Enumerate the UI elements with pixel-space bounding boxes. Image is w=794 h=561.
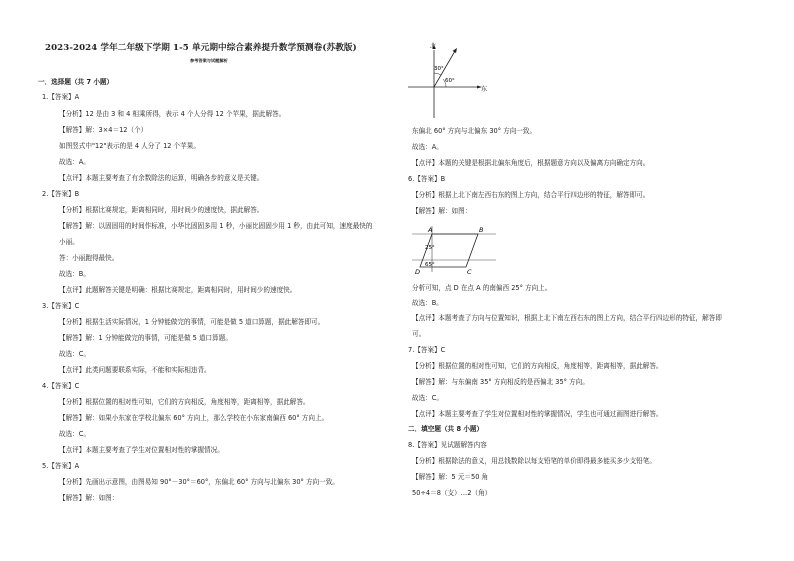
- left-text-line: 一．选择题（共 7 小题）: [38, 78, 114, 86]
- ray-arrow-icon: [453, 48, 458, 53]
- angle-60-label: 60°: [445, 78, 455, 84]
- angle-30-label: 30°: [434, 66, 444, 72]
- left-text-line: 【点评】此题解答关键是明确：根据比赛规定，距离相同时，用时间少的速度快。: [59, 286, 297, 294]
- left-text-line: 【点评】本题主要考查了学生对位置相对性的掌握情况。: [59, 446, 224, 454]
- right-text-line: 7.【答案】C: [408, 346, 446, 354]
- left-text-line: 【分析】根据位置的相对性可知，它们的方向相反，角度相等，距离相等，据此解答。: [59, 398, 310, 406]
- left-text-line: 故选：B。: [59, 270, 90, 278]
- right-text-line: 二．填空题（共 8 小题）: [408, 425, 484, 433]
- page-title: 2023-2024 学年二年级下学期 1-5 单元期中综合素养提升数学预测卷(苏教版): [45, 43, 357, 53]
- left-text-line: 【解答】解：以固固用的时间作标准，小华比固固多用 1 秒，小丽比固固少用 1 秒，由此可知，速度最快的: [59, 222, 373, 230]
- left-text-line: 如图竖式中"12"表示的是 4 人分了 12 个苹果。: [59, 142, 200, 150]
- left-text-line: 3.【答案】C: [42, 302, 80, 310]
- angle-25-label: 25°: [425, 245, 435, 251]
- left-text-line: 小丽。: [59, 238, 79, 246]
- left-text-line: 【解答】解：1 分钟能做完的事情，可能是做 5 道口算题。: [59, 334, 232, 342]
- right-text-line: 【分析】根据位置的相对性可知，它们的方向相反，角度相等，距离相等，据此解答。: [412, 362, 663, 370]
- left-text-line: 【解答】解：如果小东家在学校北偏东 60° 方向上，那么学校在小东家南偏西 60° 方向上。: [59, 414, 329, 422]
- left-text-line: 答：小丽跑得最快。: [59, 254, 119, 262]
- right-text-line: 故选：B。: [412, 299, 443, 307]
- left-text-line: 【分析】根据生活实际情况，1 分钟能做完的事情，可能是做 5 道口算题，据此解答即可。: [59, 318, 325, 326]
- right-text-line: 【点评】本题考查了方向与位置知识，根据上北下南左西右东的图上方向，结合平行四边形的特征，解答即: [412, 314, 722, 322]
- right-text-line: 可。: [412, 330, 426, 338]
- angle-65-label: 65°: [425, 262, 435, 268]
- right-text-line: 【分析】根据上北下南左西右东的图上方向，结合平行四边形的特征，解答即可。: [412, 191, 650, 199]
- right-text-line: 【解答】解：如图：: [412, 207, 472, 215]
- right-text-line: 6.【答案】B: [408, 175, 446, 183]
- right-text-line: 【解答】解：5 元＝50 角: [412, 473, 489, 481]
- left-text-line: 故选：A。: [59, 158, 90, 166]
- left-text-line: 2.【答案】B: [42, 190, 80, 198]
- page-subtitle: 参考答案与试题解析: [190, 58, 228, 63]
- left-text-line: 【解答】解：如图：: [59, 494, 119, 502]
- left-text-line: 故选：C。: [59, 350, 90, 358]
- left-text-line: 【分析】先画出示意图，由图易知 90°－30°＝60°，东偏北 60° 方向与北偏东 30° 方向一致。: [59, 478, 339, 486]
- left-text-line: 【分析】12 是由 3 和 4 相乘所得，表示 4 个人分得 12 个苹果，据此解答。: [59, 110, 286, 118]
- vertex-a-label: A: [428, 226, 433, 234]
- left-text-line: 故选：C。: [59, 430, 90, 438]
- right-text-line: 50÷4＝8（支）…2（角）: [412, 489, 492, 497]
- right-text-line: 【点评】本题的关键是根据北偏东角度后，根据题意方向以及偏离方向确定方向。: [412, 159, 650, 167]
- east-label: 东: [481, 86, 488, 93]
- left-text-line: 【点评】此类问题要联系实际，不能和实际相违背。: [59, 366, 211, 374]
- right-text-line: 【解答】解：与东偏南 35° 方向相反的是西偏北 35° 方向。: [412, 378, 589, 386]
- left-text-line: 【点评】本题主要考查了有余数除法的运算，明确各步的意义是关键。: [59, 174, 264, 182]
- left-text-line: 4.【答案】C: [42, 382, 80, 390]
- right-text-line: 故选：A。: [412, 143, 443, 151]
- parallelogram-diagram: [408, 222, 498, 280]
- left-text-line: 5.【答案】A: [42, 462, 80, 470]
- left-text-line: 【解答】解：3×4＝12（个）: [59, 126, 148, 134]
- right-text-line: 8.【答案】见试题解答内容: [408, 441, 487, 449]
- right-text-line: 故选：C。: [412, 394, 443, 402]
- right-text-line: 【点评】本题主要考查了学生对位置相对性的掌握情况，学生也可通过画图进行解答。: [412, 410, 663, 418]
- left-text-line: 1.【答案】A: [42, 93, 80, 101]
- right-text-line: 【分析】根据除法的意义，用总钱数除以每支铅笔的单价即得最多能买多少支铅笔。: [412, 457, 656, 465]
- vertex-b-label: B: [479, 226, 484, 234]
- compass-diagram: [408, 40, 488, 122]
- vertex-c-label: C: [467, 268, 472, 276]
- right-text-line: 分析可知，点 D 在点 A 的南偏西 25° 方向上。: [412, 284, 552, 292]
- vertex-d-label: D: [415, 268, 421, 276]
- left-text-line: 【分析】根据比赛规定，距离相同时，用时间少的速度快，据此解答。: [59, 206, 264, 214]
- north-label: 北: [430, 43, 437, 50]
- right-text-line: 东偏北 60° 方向与北偏东 30° 方向一致。: [412, 127, 537, 135]
